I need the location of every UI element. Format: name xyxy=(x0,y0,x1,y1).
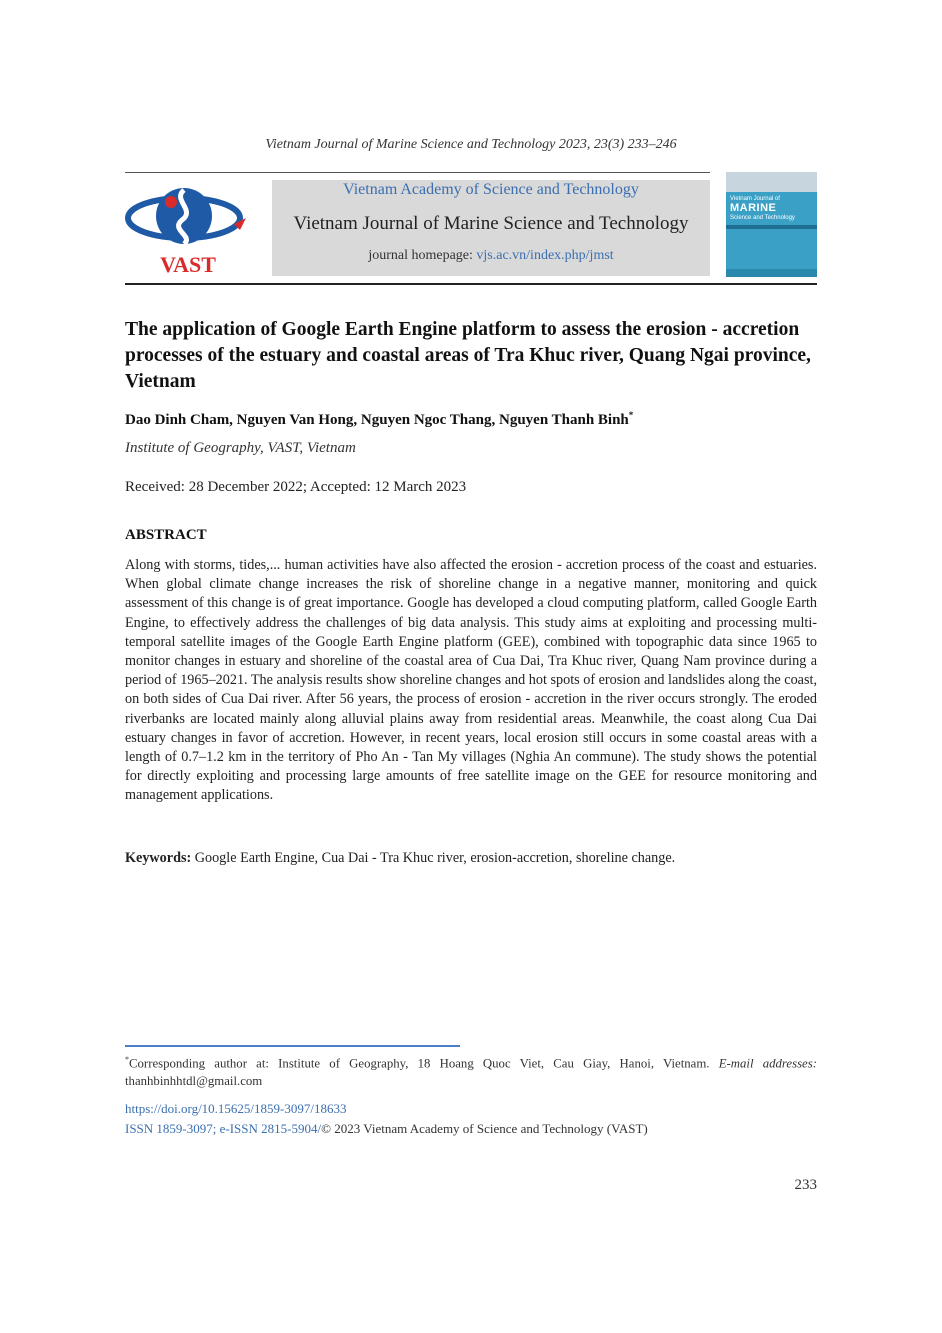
journal-homepage xyxy=(272,248,710,264)
header-rule xyxy=(125,172,710,173)
journal-cover-thumbnail xyxy=(726,172,817,277)
footnote-text: Corresponding author at: Institute of Geography, 18 Hoang Quoc Viet, Cau Giay, Hanoi, Vietnam. xyxy=(129,1056,719,1071)
keywords-label: Keywords: xyxy=(125,850,192,866)
corresponding-mark: * xyxy=(628,410,634,420)
page-number: 233 xyxy=(794,1177,817,1193)
received-accepted-dates: Received: 28 December 2022; Accepted: 12 March 2023 xyxy=(125,479,467,495)
author-list xyxy=(125,410,633,429)
footnote-rule xyxy=(125,1045,460,1047)
copyright: © 2023 Vietnam Academy of Science and Technology (VAST) xyxy=(321,1121,648,1136)
logo-text: VAST xyxy=(160,252,216,276)
keywords xyxy=(125,850,817,867)
homepage-label: journal homepage: xyxy=(368,248,477,263)
running-header: Vietnam Journal of Marine Science and Technology 2023, 23(3) 233–246 xyxy=(265,137,677,152)
abstract-body: Along with storms, tides,... human activities have also affected the erosion - accretion process of the coast and estuaries. When global climate change increases the risk of shoreline change in a negative manner, monitoring and quick assessment of this change is of great importance. Google has developed a cloud computing platform, called Google Earth Engine, to effectively address the challenges of big data analysis. This study aims at exploiting and processing multi-temporal satellite images of the Google Earth Engine platform (GEE), combined with topographic data since 1965 to monitor changes in estuary and shoreline of the coastal area of Cua Dai, Tra Khuc river, Quang Nam province during a period of 1965–2021. The analysis results show shoreline changes and hot spots of erosion and landslides along the coast, on both sides of Cua Dai river. After 56 years, the process of erosion - accretion in the river occurs strongly. The eroded riverbanks are located mainly along alluvial plains away from residential areas. Meanwhile, the coast along Cua Dai estuary changes in favor of accretion. However, in recent years, local erosion still occurs in some coastal areas with a length of 0.7–1.2 km in the territory of Pho An - Tan My villages (Nghia An commune). The study shows the potential for directly exploiting and processing large amounts of free satellite image on the GEE for resource monitoring and management applications. xyxy=(125,557,817,804)
journal-name: Vietnam Journal of Marine Science and Technology xyxy=(293,213,689,234)
keywords-text: Google Earth Engine, Cua Dai - Tra Khuc river, erosion-accretion, shoreline change. xyxy=(191,850,676,866)
homepage-link[interactable]: vjs.ac.vn/index.php/jmst xyxy=(476,248,614,263)
academy-name: Vietnam Academy of Science and Technology xyxy=(343,181,639,198)
affiliation: Institute of Geography, VAST, Vietnam xyxy=(125,440,356,456)
abstract-heading: ABSTRACT xyxy=(125,527,207,543)
cover-line-2: MARINE xyxy=(730,202,777,214)
authors-text: Dao Dinh Cham, Nguyen Van Hong, Nguyen Ngoc Thang, Nguyen Thanh Binh xyxy=(125,412,629,428)
footnote xyxy=(125,1051,817,1090)
journal-banner xyxy=(272,180,710,276)
vast-logo xyxy=(124,180,252,276)
footnote-mark: * xyxy=(125,1055,129,1064)
masthead-rule xyxy=(125,283,817,285)
email-address[interactable]: thanhbinhhtdl@gmail.com xyxy=(125,1074,263,1089)
vast-logo-icon xyxy=(124,180,252,276)
cover-line-3: Science and Technology xyxy=(730,215,795,221)
article-title: The application of Google Earth Engine platform to assess the erosion - accretion processes of the estuary and coastal areas of Tra Khuc river, Quang Ngai province, Vietnam xyxy=(125,319,811,392)
cover-line-1: Vietnam Journal of xyxy=(730,196,780,202)
issn-line xyxy=(125,1121,648,1137)
issn-numbers: ISSN 1859-3097; e-ISSN 2815-5904/ xyxy=(125,1121,322,1136)
doi-link[interactable]: https://doi.org/10.15625/1859-3097/18633 xyxy=(125,1101,347,1116)
email-label: E-mail addresses: xyxy=(718,1056,817,1071)
